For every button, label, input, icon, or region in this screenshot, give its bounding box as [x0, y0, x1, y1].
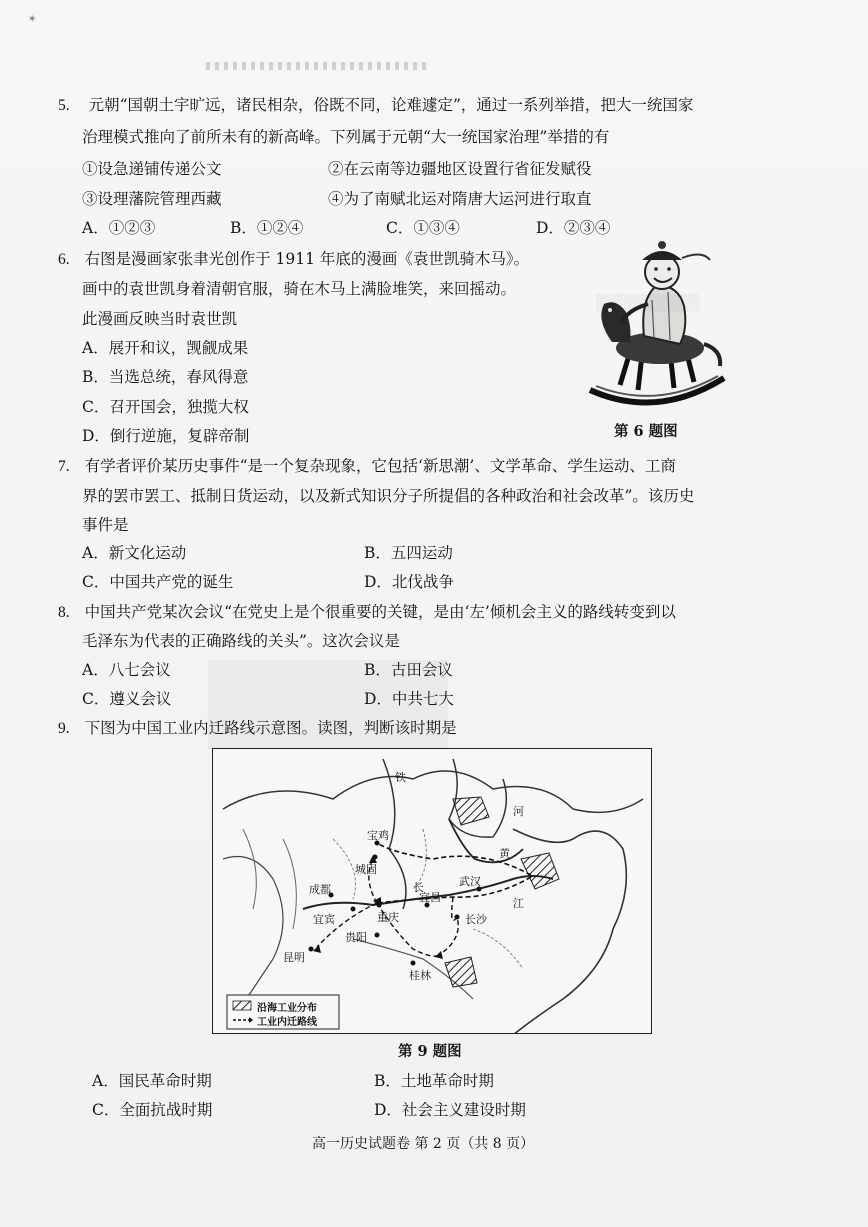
map-place-kunming: 昆明	[283, 951, 305, 964]
q6-option-d[interactable]: D．倒行逆施，复辟帝制	[82, 427, 250, 445]
q9-number: 9.	[58, 720, 70, 737]
map-place-yichang: 宜昌	[419, 891, 441, 904]
map-place-chongqing: 重庆	[377, 911, 399, 924]
q7-stem-line3: 事件是	[82, 516, 129, 534]
map-place-guilin: 桂林	[409, 969, 431, 982]
q5-stem-line1: 元朝“国朝土宇旷远，诸民相杂，俗既不同，论难遽定”，通过一系列举措，把大一统国家	[88, 96, 694, 114]
q5-option-d[interactable]: D．②③④	[536, 219, 611, 237]
q9-option-d[interactable]: D．社会主义建设时期	[374, 1101, 526, 1119]
map-place-wuhan: 武汉	[459, 875, 481, 888]
q5-option-b[interactable]: B．①②④	[230, 219, 304, 237]
q8-option-c[interactable]: C．遵义会议	[82, 690, 172, 708]
top-header-smudge	[206, 62, 426, 70]
map-label-top-2: 河	[513, 805, 524, 818]
q9-block	[58, 719, 457, 739]
q9-option-c[interactable]: C．全面抗战时期	[92, 1101, 213, 1119]
q5-item-2: ②在云南等边疆地区设置行省征发赋役	[328, 160, 592, 178]
map-place-chengdu: 成都	[309, 883, 331, 896]
q5-item-1: ①设急递铺传递公文	[82, 160, 222, 178]
q6-stem-line3: 此漫画反映当时袁世凯	[82, 310, 238, 328]
q6-stem-line1: 右图是漫画家张聿光创作于 1911 年底的漫画《袁世凯骑木马》。	[84, 250, 530, 268]
q5-block	[58, 96, 693, 116]
q5-item-4: ④为了南赋北运对隋唐大运河进行取直	[328, 190, 592, 208]
q7-block	[58, 457, 676, 477]
q5-stem-line2: 治理模式推向了前所未有的新高峰。下列属于元朝“大一统国家治理”举措的有	[82, 128, 610, 146]
map-place-chenggu: 城固	[355, 863, 377, 876]
bleed-through-noise: ▒▒▒▒▒▒▒▒▒	[596, 294, 700, 312]
q7-stem-line2: 界的罢市罢工、抵制日货运动，以及新式知识分子所提倡的各种政治和社会改革”。该历史	[82, 487, 695, 505]
map-label-top-1: 铁	[395, 771, 406, 784]
q7-option-b[interactable]: B．五四运动	[364, 544, 453, 562]
map-place-guiyang: 贵阳	[345, 931, 367, 944]
q6-cartoon-image	[582, 240, 732, 415]
q6-stem-line2: 画中的袁世凯身着清朝官服，骑在木马上满脸堆笑，来回摇动。	[82, 280, 517, 298]
map-river-chang: 长	[413, 881, 424, 894]
page-footer: 高一历史试题卷 第 2 页（共 8 页）	[312, 1136, 535, 1152]
q6-number: 6.	[58, 251, 70, 268]
q7-number: 7.	[58, 458, 70, 475]
map-river-huang: 黄	[499, 847, 510, 860]
map-place-yibin: 宜宾	[313, 913, 335, 926]
q5-number: 5.	[58, 97, 70, 114]
q6-block	[58, 250, 529, 270]
q7-option-a[interactable]: A．新文化运动	[82, 544, 187, 562]
q8-stem-line2: 毛泽东为代表的正确路线的关头”。这次会议是	[82, 632, 400, 650]
q9-stem: 下图为中国工业内迁路线示意图。读图，判断该时期是	[84, 719, 457, 737]
q8-number: 8.	[58, 604, 70, 621]
q5-item-3: ③设理藩院管理西藏	[82, 190, 222, 208]
q9-map-figure	[212, 748, 652, 1034]
q7-stem-line1: 有学者评价某历史事件“是一个复杂现象，它包括‘新思潮’、文学革命、学生运动、工商	[84, 457, 676, 475]
q7-option-c[interactable]: C．中国共产党的诞生	[82, 573, 234, 591]
q5-option-a[interactable]: A．①②③	[82, 219, 156, 237]
map-place-changsha: 长沙	[465, 913, 487, 926]
map-legend-coastal: 沿海工业分布	[257, 1003, 317, 1014]
q8-option-d[interactable]: D．中共七大	[364, 690, 454, 708]
q8-option-b[interactable]: B．古田会议	[364, 661, 453, 679]
q6-option-a[interactable]: A．展开和议，觊觎成果	[82, 339, 249, 357]
q7-option-d[interactable]: D．北伐战争	[364, 573, 454, 591]
q6-option-c[interactable]: C．召开国会，独揽大权	[82, 398, 249, 416]
q6-figure-caption: 第 6 题图	[614, 423, 678, 440]
corner-mark-icon: ✶	[28, 14, 37, 25]
map-place-baoji: 宝鸡	[367, 829, 389, 842]
q5-option-c[interactable]: C．①③④	[386, 219, 460, 237]
q9-figure-caption: 第 9 题图	[398, 1043, 462, 1060]
q9-option-b[interactable]: B．土地革命时期	[374, 1072, 494, 1090]
q9-option-a[interactable]: A．国民革命时期	[92, 1072, 212, 1090]
map-legend-route: 工业内迁路线	[257, 1017, 317, 1028]
map-river-jiang: 江	[513, 897, 524, 910]
q6-option-b[interactable]: B．当选总统，春风得意	[82, 368, 249, 386]
q8-option-a[interactable]: A．八七会议	[82, 661, 171, 679]
q8-stem-line1: 中国共产党某次会议“在党史上是个很重要的关键，是由‘左’倾机会主义的路线转变到以	[84, 603, 676, 621]
q8-block	[58, 603, 676, 623]
